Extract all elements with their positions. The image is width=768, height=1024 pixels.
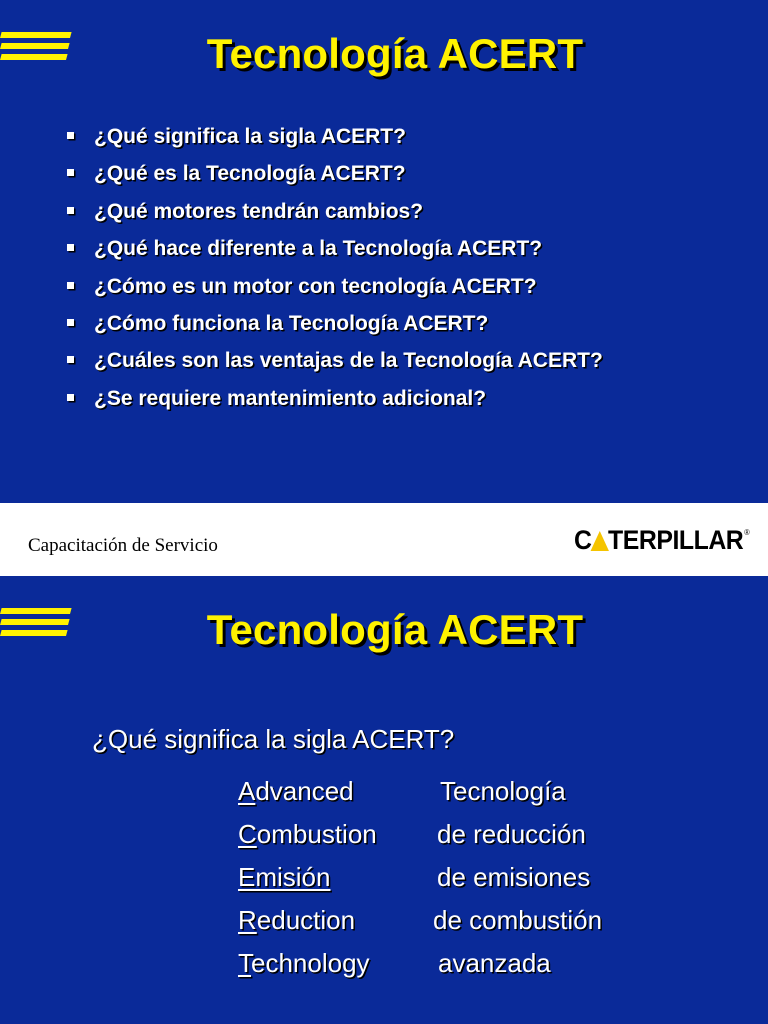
slide-2-title: Tecnología ACERT bbox=[206, 606, 584, 653]
acronym-translation: de emisiones bbox=[437, 862, 591, 892]
slide-2 bbox=[0, 576, 768, 1024]
bullet-square-icon bbox=[67, 394, 74, 401]
acronym-translation: avanzada bbox=[438, 948, 551, 978]
bullet-square-icon bbox=[67, 356, 74, 363]
acronym-word: Combustion bbox=[238, 819, 377, 849]
slide-1 bbox=[0, 0, 768, 503]
bullet-square-icon bbox=[67, 207, 74, 214]
acronym-question: ¿Qué significa la sigla ACERT? bbox=[92, 724, 455, 754]
caterpillar-logo: C TERPILLAR® bbox=[574, 525, 750, 555]
acronym-translation: de combustión bbox=[433, 905, 603, 935]
bullet-item: ¿Qué hace diferente a la Tecnología ACERT? bbox=[64, 230, 603, 267]
bullet-square-icon bbox=[67, 282, 74, 289]
bullet-square-icon bbox=[67, 319, 74, 326]
acronym-word: Emisión bbox=[238, 862, 331, 892]
bullet-item: ¿Qué es la Tecnología ACERT? bbox=[64, 155, 603, 192]
bullet-square-icon bbox=[67, 169, 74, 176]
bullet-square-icon bbox=[67, 244, 74, 251]
bullet-list bbox=[64, 118, 603, 417]
bullet-item: ¿Cómo es un motor con tecnología ACERT? bbox=[64, 268, 603, 305]
bullet-item: ¿Se requiere mantenimiento adicional? bbox=[64, 380, 603, 417]
acronym-translation: Tecnología bbox=[440, 776, 566, 806]
bullet-item: ¿Qué significa la sigla ACERT? bbox=[64, 118, 603, 155]
footer-caption: Capacitación de Servicio bbox=[28, 535, 218, 556]
bullet-item: ¿Qué motores tendrán cambios? bbox=[64, 193, 603, 230]
bullet-item: ¿Cuáles son las ventajas de la Tecnología ACERT? bbox=[64, 342, 603, 379]
acronym-word: Advanced bbox=[238, 776, 354, 806]
acronym-word: Reduction bbox=[238, 905, 356, 935]
slide-footer bbox=[0, 503, 768, 576]
slide-1-title: Tecnología ACERT bbox=[206, 30, 584, 77]
bullet-square-icon bbox=[67, 132, 74, 139]
acronym-word: Technology bbox=[238, 948, 370, 978]
bullet-item: ¿Cómo funciona la Tecnología ACERT? bbox=[64, 305, 603, 342]
acronym-translation: de reducción bbox=[437, 819, 586, 849]
logo-triangle-icon bbox=[591, 531, 609, 551]
